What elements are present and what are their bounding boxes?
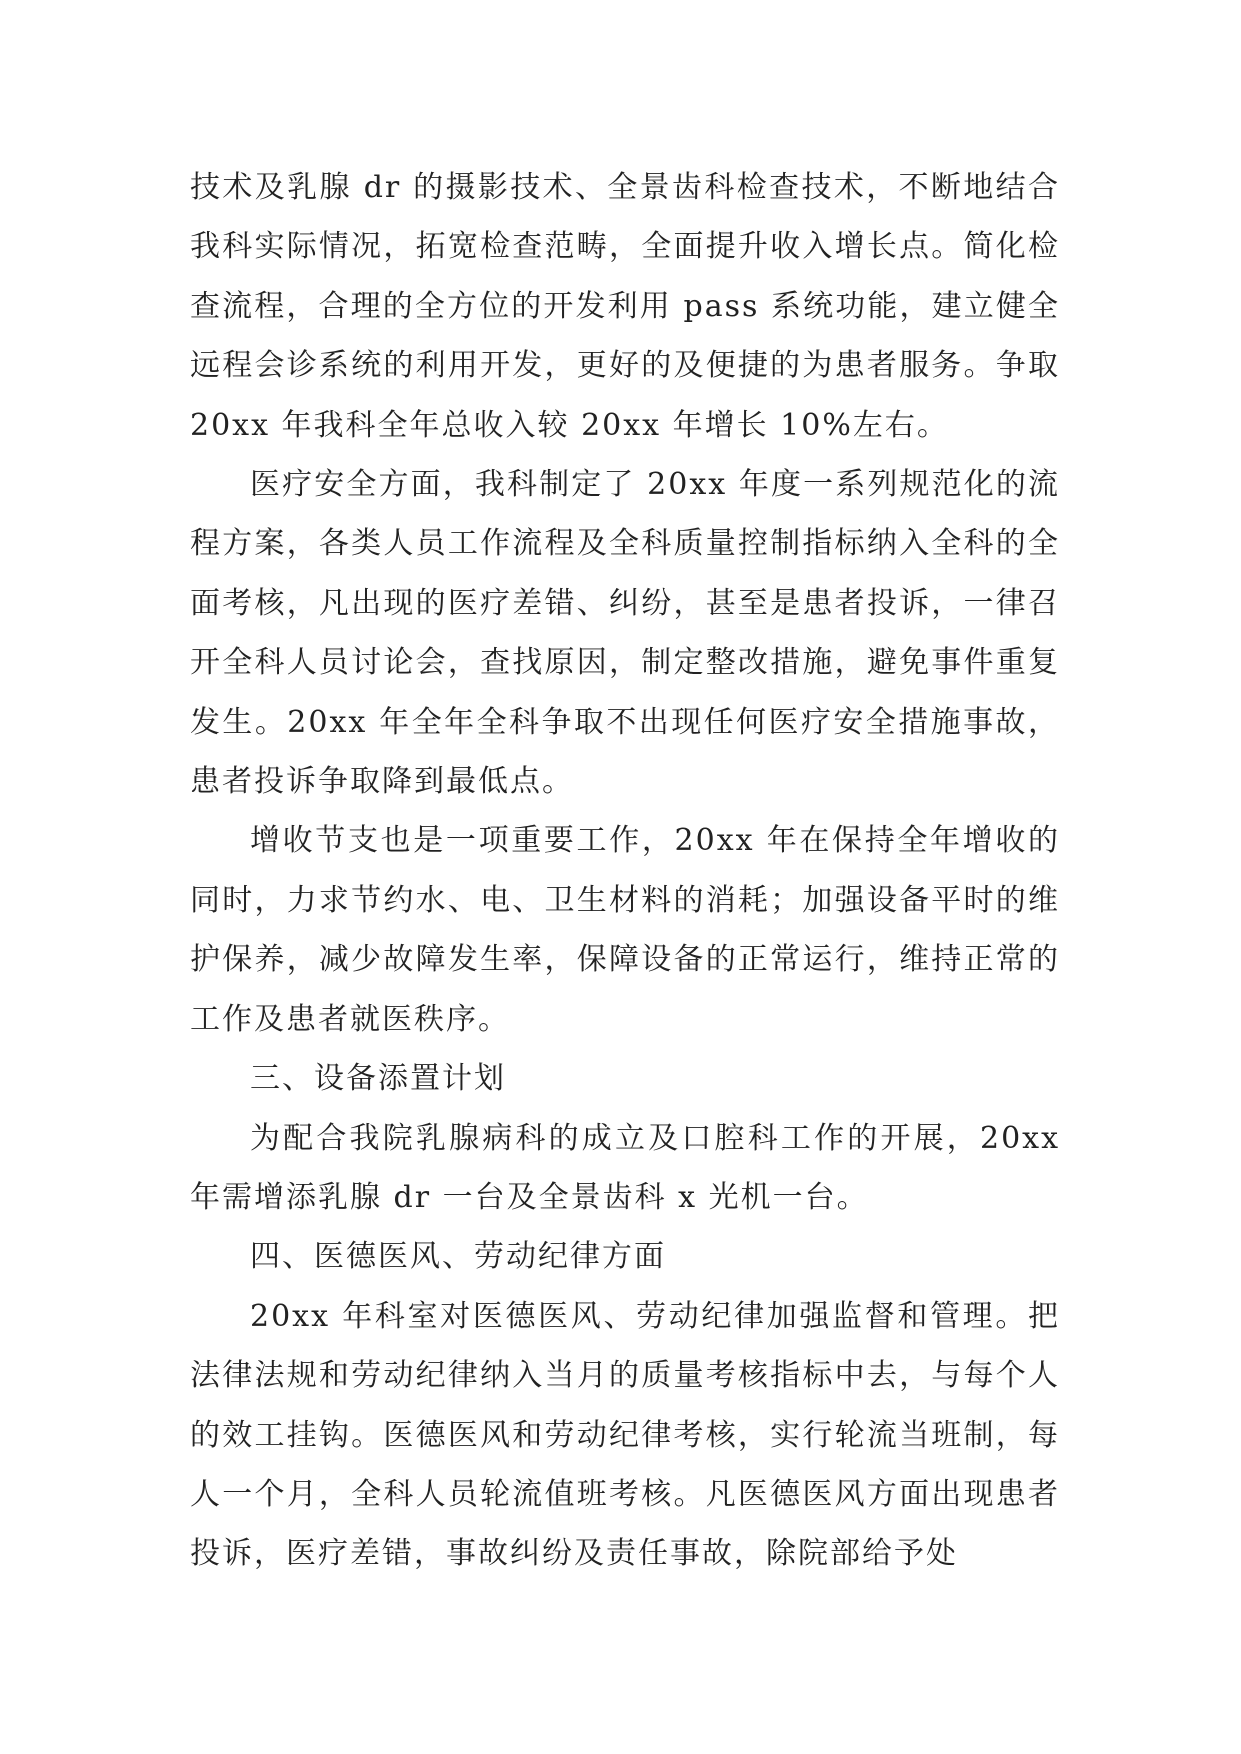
section-heading-ethics: 四、医德医风、劳动纪律方面 [250,1239,666,1275]
section-heading-equipment: 三、设备添置计划 [250,1061,506,1097]
paragraph-equipment-plan: 为配合我院乳腺病科的成立及口腔科工作的开展，20xx 年需增添乳腺 dr 一台及全景齿科 x 光机一台。 [190,1120,1060,1215]
paragraph-medical-safety: 医疗安全方面，我科制定了 20xx 年度一系列规范化的流程方案，各类人员工作流程及全科质量控制指标纳入全科的全面考核，凡出现的医疗差错、纠纷，甚至是患者投诉，一律召开全科人员讨论会，查找原因，制定整改措施，避免事件重复发生。20xx 年全年全科争取不出现任何医疗安全措施事故，患者投诉争取降到最低点。 [190,467,1060,800]
paragraph-income-growth: 技术及乳腺 dr 的摄影技术、全景齿科检查技术，不断地结合我科实际情况，拓宽检查范畴，全面提升收入增长点。简化检查流程，合理的全方位的开发利用 pass 系统功能，建立健全远程会诊系统的利用开发，更好的及便捷的为患者服务。争取 20xx 年我科全年总收入较 20xx 年增长 10%左右。 [190,170,1060,443]
paragraph-ethics-discipline: 20xx 年科室对医德医风、劳动纪律加强监督和管理。把法律法规和劳动纪律纳入当月的质量考核指标中去，与每个人的效工挂钩。医德医风和劳动纪律考核，实行轮流当班制，每人一个月，全科人员轮流值班考核。凡医德医风方面出现患者投诉，医疗差错，事故纠纷及责任事故，除院部给予处 [190,1298,1060,1572]
document-body [190,158,1060,1584]
paragraph-cost-saving: 增收节支也是一项重要工作，20xx 年在保持全年增收的同时，力求节约水、电、卫生材料的消耗；加强设备平时的维护保养，减少故障发生率，保障设备的正常运行，维持正常的工作及患者就医秩序。 [190,823,1060,1037]
